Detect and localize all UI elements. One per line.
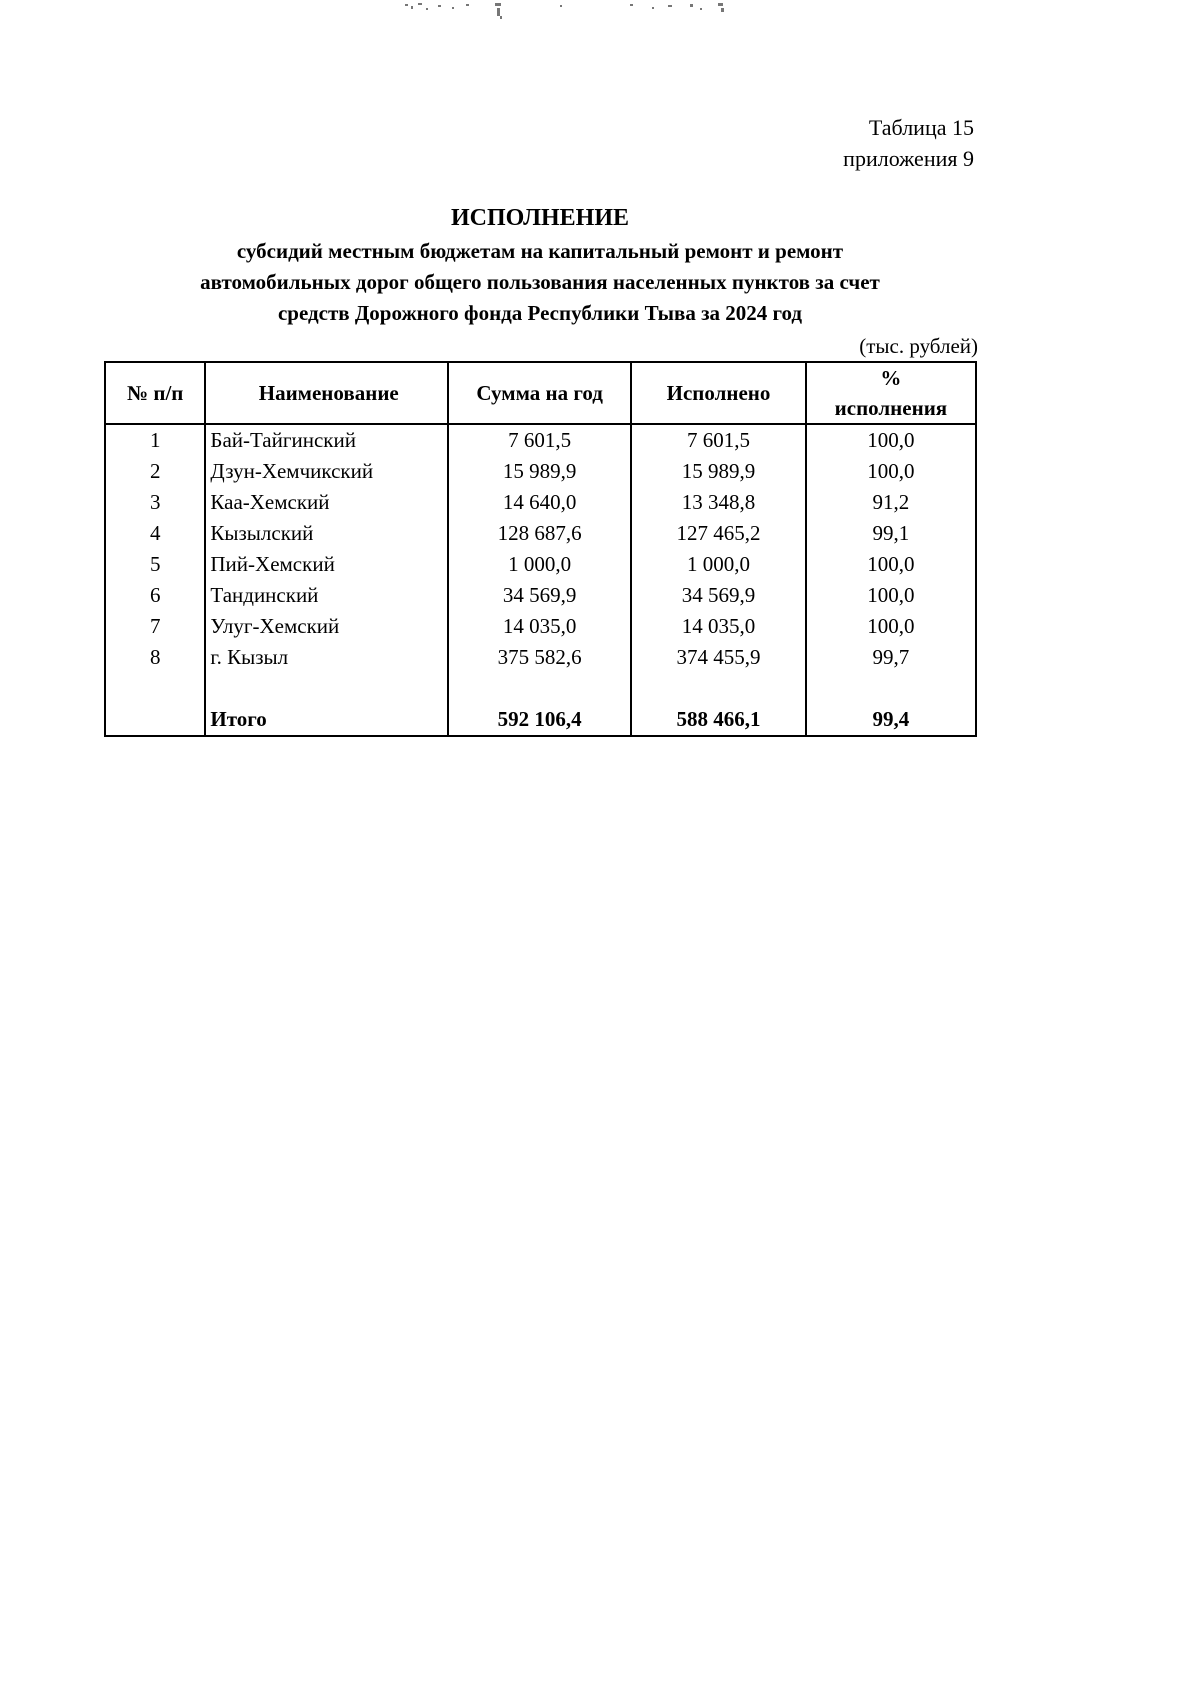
header-sum: Сумма на год bbox=[448, 362, 631, 424]
row-name: Пий-Хемский bbox=[205, 549, 448, 580]
title-line-3: средств Дорожного фонда Республики Тыва за 2024 год bbox=[277, 301, 803, 325]
row-num: 4 bbox=[105, 518, 205, 549]
header-percent-sign: % bbox=[880, 366, 902, 390]
table-spacer-row bbox=[105, 673, 976, 704]
row-num: 8 bbox=[105, 642, 205, 673]
row-name: Тандинский bbox=[205, 580, 448, 611]
row-done: 7 601,5 bbox=[631, 424, 806, 456]
table-row bbox=[105, 518, 976, 549]
title-main: ИСПОЛНЕНИЕ bbox=[450, 205, 630, 231]
row-name: Дзун-Хемчикский bbox=[205, 456, 448, 487]
row-sum: 1 000,0 bbox=[448, 549, 631, 580]
table-total-row bbox=[105, 704, 976, 736]
row-sum: 14 035,0 bbox=[448, 611, 631, 642]
scan-artifact bbox=[400, 0, 800, 24]
table-row bbox=[105, 642, 976, 673]
row-num: 5 bbox=[105, 549, 205, 580]
row-done: 374 455,9 bbox=[631, 642, 806, 673]
row-name: Кызылский bbox=[205, 518, 448, 549]
title-line-2: автомобильных дорог общего пользования населенных пунктов за счет bbox=[200, 270, 880, 294]
total-label: Итого bbox=[205, 704, 448, 736]
row-done: 34 569,9 bbox=[631, 580, 806, 611]
header-name: Наименование bbox=[205, 362, 448, 424]
table-number: Таблица 15 bbox=[868, 115, 974, 140]
row-name: Улуг-Хемский bbox=[205, 611, 448, 642]
row-name: г. Кызыл bbox=[205, 642, 448, 673]
execution-table bbox=[104, 361, 977, 737]
row-done: 15 989,9 bbox=[631, 456, 806, 487]
row-percent: 100,0 bbox=[806, 611, 976, 642]
row-percent: 100,0 bbox=[806, 549, 976, 580]
header-percent-label: исполнения bbox=[834, 396, 948, 420]
row-sum: 7 601,5 bbox=[448, 424, 631, 456]
table-header-row bbox=[105, 362, 976, 424]
row-done: 13 348,8 bbox=[631, 487, 806, 518]
row-sum: 375 582,6 bbox=[448, 642, 631, 673]
row-done: 1 000,0 bbox=[631, 549, 806, 580]
row-sum: 15 989,9 bbox=[448, 456, 631, 487]
header-done: Исполнено bbox=[631, 362, 806, 424]
row-sum: 128 687,6 bbox=[448, 518, 631, 549]
table-row bbox=[105, 456, 976, 487]
row-percent: 100,0 bbox=[806, 456, 976, 487]
row-sum: 34 569,9 bbox=[448, 580, 631, 611]
title-line-1: субсидий местным бюджетам на капитальный ремонт и ремонт bbox=[236, 239, 844, 263]
header-percent bbox=[806, 362, 976, 424]
table-row bbox=[105, 487, 976, 518]
row-sum: 14 640,0 bbox=[448, 487, 631, 518]
table-row bbox=[105, 424, 976, 456]
row-num: 1 bbox=[105, 424, 205, 456]
row-percent: 91,2 bbox=[806, 487, 976, 518]
row-percent: 99,7 bbox=[806, 642, 976, 673]
row-num: 3 bbox=[105, 487, 205, 518]
appendix-number: приложения 9 bbox=[843, 146, 974, 171]
table-row bbox=[105, 611, 976, 642]
table-reference bbox=[843, 112, 974, 174]
total-done: 588 466,1 bbox=[631, 704, 806, 736]
row-num: 6 bbox=[105, 580, 205, 611]
row-percent: 100,0 bbox=[806, 424, 976, 456]
row-done: 14 035,0 bbox=[631, 611, 806, 642]
total-sum: 592 106,4 bbox=[448, 704, 631, 736]
row-done: 127 465,2 bbox=[631, 518, 806, 549]
table-row bbox=[105, 549, 976, 580]
row-num: 2 bbox=[105, 456, 205, 487]
total-percent: 99,4 bbox=[806, 704, 976, 736]
row-percent: 100,0 bbox=[806, 580, 976, 611]
document-title bbox=[100, 200, 980, 329]
row-percent: 99,1 bbox=[806, 518, 976, 549]
header-num: № п/п bbox=[105, 362, 205, 424]
row-name: Бай-Тайгинский bbox=[205, 424, 448, 456]
row-num: 7 bbox=[105, 611, 205, 642]
units-note: (тыс. рублей) bbox=[859, 334, 978, 358]
table-row bbox=[105, 580, 976, 611]
row-name: Каа-Хемский bbox=[205, 487, 448, 518]
total-num bbox=[105, 704, 205, 736]
